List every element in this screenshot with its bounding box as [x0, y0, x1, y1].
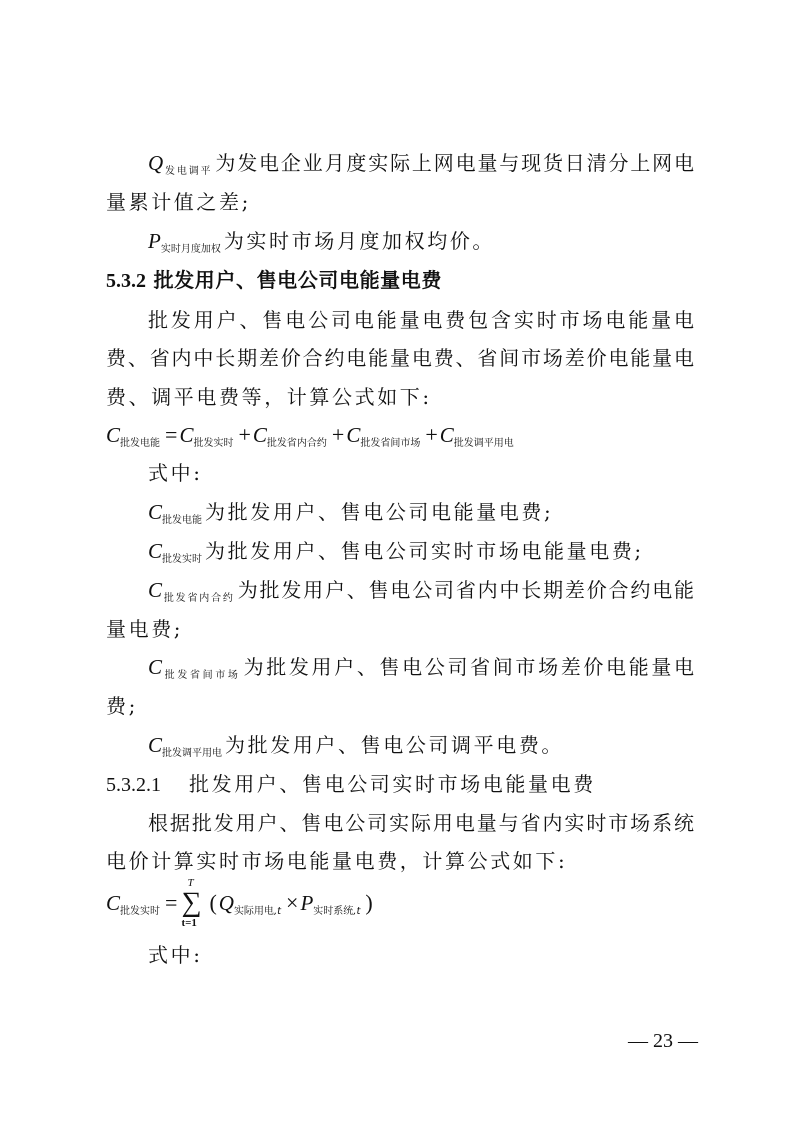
definition-line: $C_{批发调平用电}$ 为批发用户、售电公司调平电费。 — [148, 733, 565, 759]
definition-line: $C_{批发省内合约}$ 为批发用户、售电公司省内中长期差价合约电能 — [148, 578, 695, 604]
paragraph-line: 根据批发用户、售电公司实际用电量与省内实时市场系统 — [148, 811, 694, 835]
paragraph-line: 费、调平电费等，计算公式如下: — [106, 385, 432, 409]
section-heading — [106, 268, 694, 293]
subsection-heading — [106, 772, 694, 797]
page-number: — 23 — — [628, 1030, 698, 1052]
definition-line: $C_{批发实时}$ 为批发用户、售电公司实时市场电能量电费; — [148, 539, 644, 565]
paragraph-line: 电价计算实时市场电能量电费，计算公式如下: — [106, 849, 568, 873]
symbol-q: Q — [148, 151, 164, 175]
section-title: 批发用户、售电公司电能量电费 — [153, 268, 442, 292]
definition-line: $C_{批发省间市场}$ 为批发用户、售电公司省间市场差价电能量电 — [148, 655, 695, 681]
definition-continuation: 量电费; — [106, 617, 184, 641]
symbol-p: P — [148, 229, 161, 253]
subscript: 发电调平 — [163, 166, 213, 177]
definition-text: 为实时市场月度加权均价。 — [223, 229, 496, 253]
text-line — [148, 229, 694, 258]
definition-line: $C_{批发电能}$ 为批发用户、售电公司电能量电费; — [148, 500, 554, 526]
paragraph-line: 费、省内中长期差价合约电能量电费、省间市场差价电能量电 — [106, 346, 694, 370]
where-label: 式中: — [148, 943, 203, 967]
where-label: 式中: — [148, 461, 203, 485]
subsection-title: 批发用户、售电公司实时市场电能量电费 — [189, 772, 596, 796]
formula-total: $C_{批发电能} =C_{批发实时} +C_{批发省内合约} +C_{批发省间市场} +C_{批发调平用电}$ — [106, 422, 514, 449]
subsection-number: 5.3.2.1 — [106, 774, 161, 796]
paragraph-line: 批发用户、售电公司电能量电费包含实时市场电能量电 — [148, 308, 694, 332]
text-line — [148, 151, 694, 180]
definition-text: 为发电企业月度实际上网电量与现货日清分上网电 — [215, 151, 695, 175]
section-number: 5.3.2 — [106, 270, 146, 292]
summation-symbol: T ∑ t=1 — [181, 876, 202, 929]
subscript: 实时月度加权 — [160, 244, 221, 255]
formula-realtime: $C_{批发实时}$ = T ∑ t=1 ($Q_{实际用电,t} \times P_{实时系统,t}$ ) — [106, 876, 373, 929]
definition-continuation: 费; — [106, 694, 138, 718]
text-line: 量累计值之差; — [106, 190, 251, 214]
